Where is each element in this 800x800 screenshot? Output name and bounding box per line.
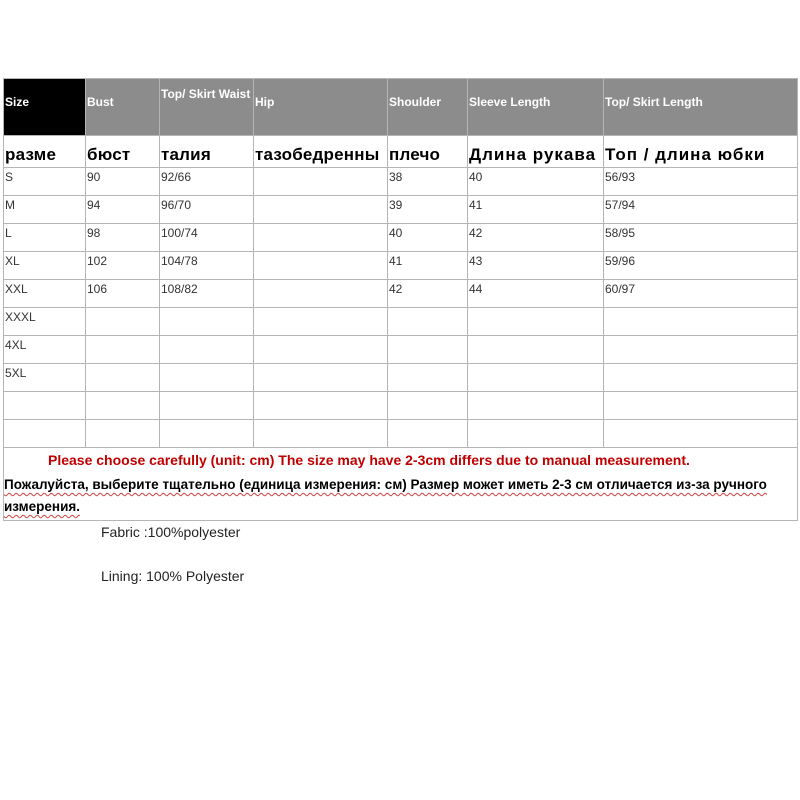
table-row xyxy=(4,196,798,224)
cell-hip xyxy=(254,224,388,252)
cell-sleeve: 44 xyxy=(468,280,604,308)
measurement-note-english: Please choose carefully (unit: cm) The size may have 2-3cm differs due to manual measurement. xyxy=(48,452,690,468)
english-header-row xyxy=(4,79,798,136)
cell-shoulder xyxy=(388,364,468,392)
cell-size xyxy=(4,392,86,420)
cell-waist: 100/74 xyxy=(160,224,254,252)
table-row xyxy=(4,280,798,308)
table-row xyxy=(4,364,798,392)
header-hip: Hip xyxy=(254,79,388,136)
cell-size: M xyxy=(4,196,86,224)
cell-bust: 102 xyxy=(86,252,160,280)
cell-sleeve: 42 xyxy=(468,224,604,252)
cell-waist xyxy=(160,336,254,364)
cell-sleeve: 40 xyxy=(468,168,604,196)
table-row xyxy=(4,420,798,448)
cell-hip xyxy=(254,280,388,308)
cell-length: 60/97 xyxy=(604,280,798,308)
cell-bust xyxy=(86,420,160,448)
cell-sleeve xyxy=(468,392,604,420)
cell-hip xyxy=(254,196,388,224)
cell-size: 5XL xyxy=(4,364,86,392)
ru-header-shoulder: плечо xyxy=(388,136,468,168)
cell-length xyxy=(604,420,798,448)
cell-shoulder xyxy=(388,392,468,420)
table-row xyxy=(4,336,798,364)
ru-header-size: разме xyxy=(4,136,86,168)
cell-hip xyxy=(254,168,388,196)
cell-bust xyxy=(86,336,160,364)
size-chart-table xyxy=(3,78,798,521)
cell-shoulder xyxy=(388,336,468,364)
cell-bust: 106 xyxy=(86,280,160,308)
header-waist: Top/ Skirt Waist xyxy=(160,79,254,136)
lining-info: Lining: 100% Polyester xyxy=(101,568,245,584)
cell-length xyxy=(604,364,798,392)
cell-shoulder xyxy=(388,308,468,336)
cell-waist: 104/78 xyxy=(160,252,254,280)
cell-waist xyxy=(160,420,254,448)
ru-header-length: Топ / длина юбки xyxy=(604,136,798,168)
cell-size: XXXL xyxy=(4,308,86,336)
cell-waist xyxy=(160,308,254,336)
cell-bust: 90 xyxy=(86,168,160,196)
cell-sleeve xyxy=(468,420,604,448)
cell-waist: 108/82 xyxy=(160,280,254,308)
table-row xyxy=(4,392,798,420)
table-row xyxy=(4,224,798,252)
table-row xyxy=(4,168,798,196)
cell-hip xyxy=(254,252,388,280)
fabric-info: Fabric :100%polyester xyxy=(101,524,241,540)
table-row xyxy=(4,252,798,280)
cell-sleeve xyxy=(468,308,604,336)
cell-length xyxy=(604,308,798,336)
cell-shoulder xyxy=(388,420,468,448)
header-shoulder: Shoulder xyxy=(388,79,468,136)
cell-bust: 94 xyxy=(86,196,160,224)
cell-waist: 92/66 xyxy=(160,168,254,196)
cell-length: 57/94 xyxy=(604,196,798,224)
header-size: Size xyxy=(4,79,86,136)
cell-shoulder: 39 xyxy=(388,196,468,224)
cell-bust: 98 xyxy=(86,224,160,252)
header-sleeve-length: Sleeve Length xyxy=(468,79,604,136)
cell-sleeve: 43 xyxy=(468,252,604,280)
cell-length: 56/93 xyxy=(604,168,798,196)
cell-length xyxy=(604,392,798,420)
cell-sleeve xyxy=(468,336,604,364)
cell-length: 58/95 xyxy=(604,224,798,252)
cell-hip xyxy=(254,336,388,364)
cell-sleeve xyxy=(468,364,604,392)
cell-size: XXL xyxy=(4,280,86,308)
cell-size: 4XL xyxy=(4,336,86,364)
ru-header-bust: бюст xyxy=(86,136,160,168)
ru-header-sleeve-length: Длина рукава xyxy=(468,136,604,168)
cell-waist xyxy=(160,392,254,420)
header-length: Top/ Skirt Length xyxy=(604,79,798,136)
cell-size: XL xyxy=(4,252,86,280)
cell-size xyxy=(4,420,86,448)
header-bust: Bust xyxy=(86,79,160,136)
cell-length: 59/96 xyxy=(604,252,798,280)
cell-hip xyxy=(254,364,388,392)
measurement-note-row xyxy=(4,448,798,521)
cell-length xyxy=(604,336,798,364)
cell-hip xyxy=(254,420,388,448)
cell-size: S xyxy=(4,168,86,196)
cell-bust xyxy=(86,392,160,420)
cell-hip xyxy=(254,308,388,336)
cell-hip xyxy=(254,392,388,420)
cell-shoulder: 38 xyxy=(388,168,468,196)
cell-shoulder: 41 xyxy=(388,252,468,280)
table-row xyxy=(4,308,798,336)
cell-shoulder: 40 xyxy=(388,224,468,252)
cell-sleeve: 41 xyxy=(468,196,604,224)
cell-bust xyxy=(86,364,160,392)
cell-size: L xyxy=(4,224,86,252)
ru-header-waist: талия xyxy=(160,136,254,168)
cell-waist xyxy=(160,364,254,392)
cell-bust xyxy=(86,308,160,336)
ru-header-hip: тазобедренны xyxy=(254,136,388,168)
measurement-note-russian: Пожалуйста, выберите тщательно (единица измерения: см) Размер может иметь 2-3 см отличается из-за ручного измерения. xyxy=(4,477,767,514)
measurement-note-cell xyxy=(4,448,798,521)
russian-header-row xyxy=(4,136,798,168)
cell-shoulder: 42 xyxy=(388,280,468,308)
cell-waist: 96/70 xyxy=(160,196,254,224)
